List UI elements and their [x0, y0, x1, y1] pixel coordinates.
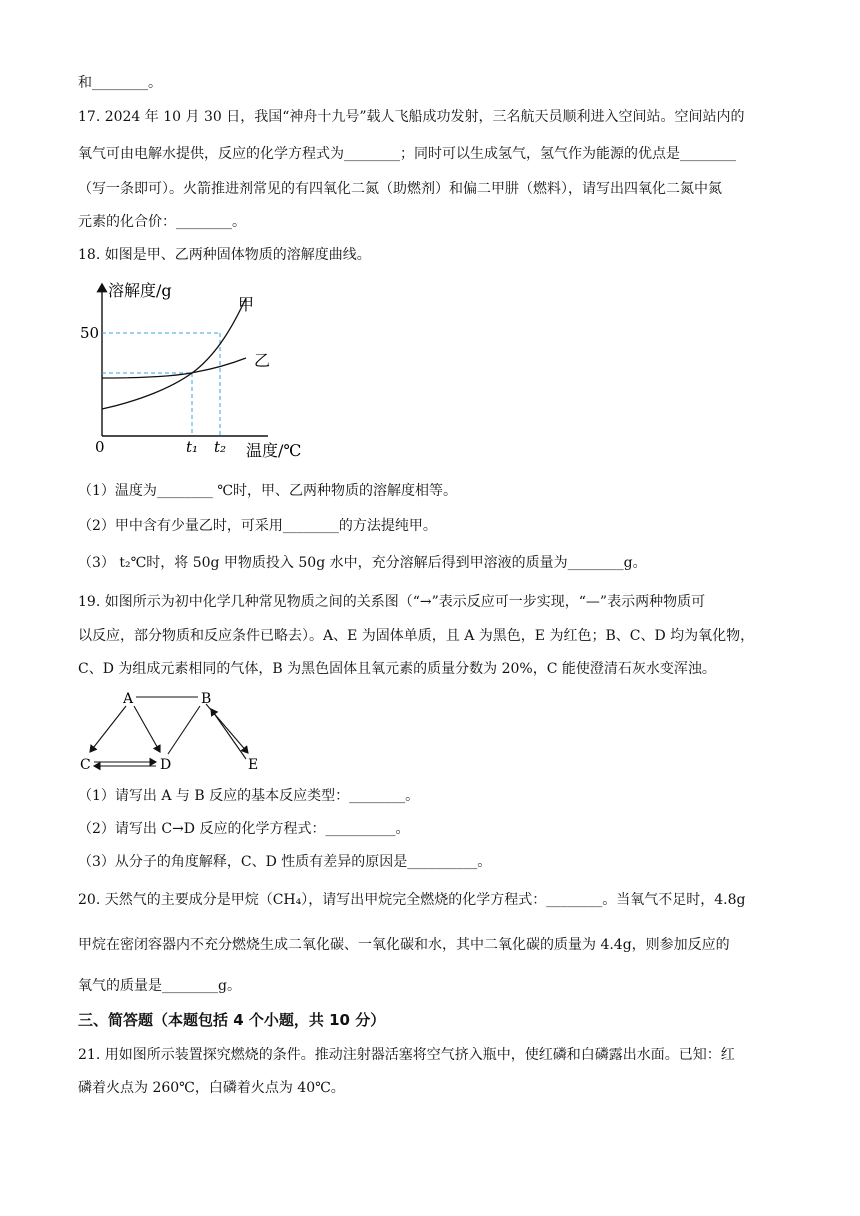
text-line: 以反应，部分物质和反应条件已略去）。A、E 为固体单质，且 A 为黑色，E 为红色；B、C、D 均为氧化物，: [78, 628, 755, 644]
node-a: A: [123, 691, 134, 707]
question-17-line: 17. 2024 年 10 月 30 日，我国“神舟十九号”载人飞船成功发射，三名航天员顺利进入空间站。空间站内的: [78, 109, 745, 125]
text-line: 甲烷在密闭容器内不充分燃烧生成二氧化碳、一氧化碳和水，其中二氧化碳的质量为 4.4g，则参加反应的: [78, 937, 730, 953]
origin-label: 0: [95, 438, 105, 456]
series-jia-curve: [102, 298, 246, 409]
question-18-part-2: （2）甲中含有少量乙时，可采用________的方法提纯甲。: [78, 518, 437, 534]
question-19-part-1: （1）请写出 A 与 B 反应的基本反应类型：________。: [78, 788, 420, 804]
y-tick-50: 50: [80, 324, 100, 342]
text-line: 磷着火点为 260℃，白磷着火点为 40℃。: [78, 1080, 345, 1096]
text-line: 和________。: [78, 75, 162, 91]
question-19-part-3: （3）从分子的角度解释，C、D 性质有差异的原因是__________。: [78, 854, 492, 870]
relation-diagram: [78, 688, 278, 774]
text-line: 氧气的质量是________g。: [78, 978, 241, 994]
question-19-line: 19. 如图所示为初中化学几种常见物质之间的关系图（“→”表示反应可一步实现，“—”表示两种物质可: [78, 594, 706, 610]
text-line: 元素的化合价：________。: [78, 214, 246, 230]
y-axis-label: 溶解度/g: [108, 281, 172, 300]
section-heading: 三、简答题（本题包括 4 个小题，共 10 分）: [78, 1011, 386, 1029]
x-tick-t2: t₂: [214, 438, 227, 456]
question-18-line: 18. 如图是甲、乙两种固体物质的溶解度曲线。: [78, 247, 371, 263]
node-d: D: [160, 757, 172, 773]
series-yi-label: 乙: [254, 351, 271, 370]
node-e: E: [248, 757, 259, 773]
question-21-line: 21. 用如图所示装置探究燃烧的条件。推动注射器活塞将空气挤入瓶中，使红磷和白磷露出水面。已知：红: [78, 1047, 735, 1063]
series-yi-curve: [102, 358, 246, 378]
text-line: （写一条即可）。火箭推进剂常见的有四氧化二氮（助燃剂）和偏二甲肼（燃料），请写出四氧化二氮中氮: [78, 181, 722, 197]
text-line: 氧气可由电解水提供，反应的化学方程式为________；同时可以生成氢气，氢气作为能源的优点是________: [78, 146, 736, 162]
series-jia-label: 甲: [238, 295, 255, 314]
solubility-chart: [78, 276, 338, 466]
node-b: B: [201, 691, 212, 707]
x-axis-label: 温度/℃: [246, 441, 302, 460]
question-20-line: 20. 天然气的主要成分是甲烷（CH₄），请写出甲烷完全燃烧的化学方程式：________。当氧气不足时，4.8g: [78, 892, 746, 908]
question-18-part-1: （1）温度为________ ℃时，甲、乙两种物质的溶解度相等。: [78, 483, 458, 499]
node-c: C: [80, 757, 91, 773]
question-18-part-3: （3） t₂℃时，将 50g 甲物质投入 50g 水中，充分溶解后得到甲溶液的质量为________g。: [78, 555, 647, 571]
text-line: C、D 为组成元素相同的气体，B 为黑色固体且氧元素的质量分数为 20%，C 能使澄清石灰水变浑浊。: [78, 661, 716, 677]
question-19-part-2: （2）请写出 C→D 反应的化学方程式：__________。: [78, 821, 410, 837]
x-tick-t1: t₁: [186, 438, 199, 456]
